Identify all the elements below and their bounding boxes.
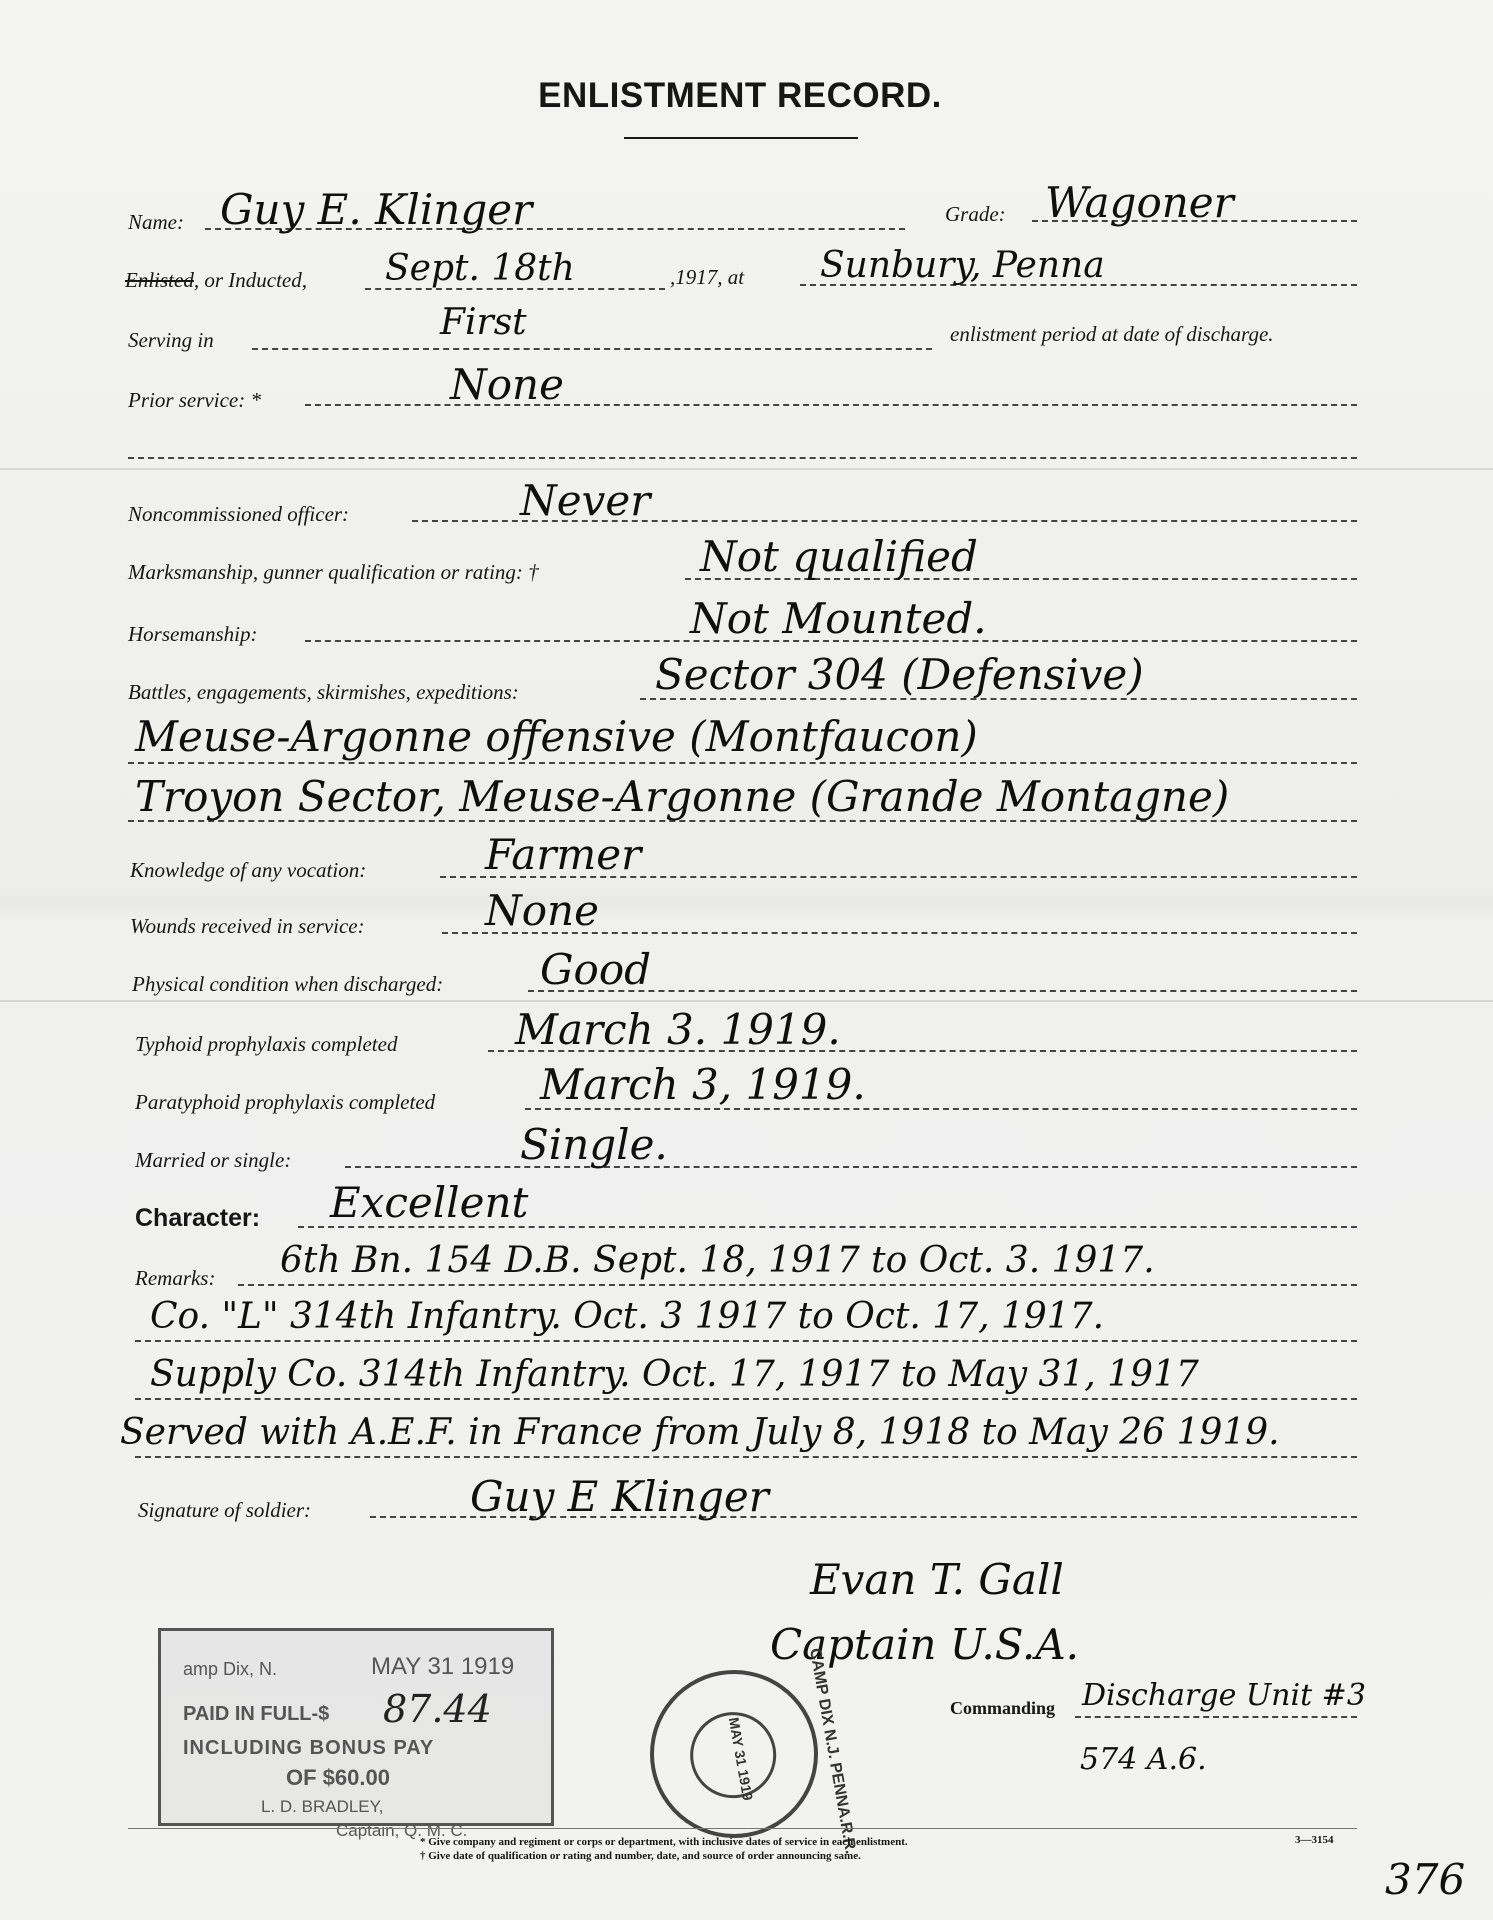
stamp-amount: 87.44	[383, 1687, 492, 1731]
enlisted-date: Sept. 18th	[385, 248, 575, 289]
serving-label: Serving in	[128, 328, 214, 352]
officer-code: 574 A.6.	[1080, 1742, 1207, 1777]
stamp-rank: Captain, Q. M. C.	[336, 1821, 468, 1840]
physical-line	[528, 990, 1357, 992]
physical-value: Good	[540, 945, 652, 994]
enlisted-year: ,1917, at	[670, 265, 745, 289]
prior-service-line-2	[128, 457, 1357, 459]
prior-service-label: Prior service: *	[128, 388, 261, 412]
typhoid-value: March 3. 1919.	[515, 1005, 841, 1054]
prior-service-value: None	[450, 360, 564, 409]
remarks-line-1-rule	[238, 1284, 1357, 1286]
signature-label: Signature of soldier:	[138, 1498, 312, 1522]
remarks-label: Remarks:	[135, 1266, 216, 1290]
officer-title: Captain U.S.A.	[770, 1620, 1080, 1669]
enlisted-struck-label: Enlisted	[125, 268, 194, 292]
horsemanship-value: Not Mounted.	[690, 594, 987, 643]
grade-value: Wagoner	[1045, 178, 1234, 227]
seal-ring-text: CAMP DIX N.J. PENNA.R.R.	[806, 1646, 859, 1856]
remarks-line-2-rule	[135, 1340, 1357, 1342]
document-title: ENLISTMENT RECORD.	[538, 76, 942, 115]
remarks-line-4: Served with A.E.F. in France from July 8, 1918 to May 26 1919.	[120, 1412, 1280, 1453]
commanding-line	[1075, 1716, 1357, 1718]
footnote-star: * Give company and regiment or corps or department, with inclusive dates of service in each enlistment.	[420, 1836, 908, 1848]
serving-suffix: enlistment period at date of discharge.	[950, 322, 1274, 346]
horsemanship-label: Horsemanship:	[128, 622, 258, 646]
officer-signature: Evan T. Gall	[810, 1555, 1064, 1604]
vocation-value: Farmer	[485, 830, 642, 879]
footer-rule	[128, 1828, 1357, 1829]
battles-line-2-rule	[128, 762, 1357, 764]
marksmanship-label: Marksmanship, gunner qualification or rating: †	[128, 560, 539, 584]
page-number: 376	[1385, 1855, 1466, 1904]
form-number: 3—3154	[1295, 1834, 1334, 1846]
serving-value: First	[440, 302, 527, 343]
marksmanship-value: Not qualified	[700, 532, 978, 581]
wounds-value: None	[485, 886, 599, 935]
fold-line	[0, 468, 1493, 470]
battles-line-2: Meuse-Argonne offensive (Montfaucon)	[135, 712, 978, 761]
battles-line-1: Sector 304 (Defensive)	[655, 650, 1144, 699]
remarks-line-2: Co. "L" 314th Infantry. Oct. 3 1917 to Oct. 17, 1917.	[150, 1296, 1105, 1337]
typhoid-label: Typhoid prophylaxis completed	[135, 1032, 398, 1056]
stamp-of: OF $60.00	[286, 1765, 390, 1790]
stamp-paid: PAID IN FULL-$	[183, 1703, 330, 1725]
enlisted-place: Sunbury, Penna	[820, 245, 1105, 286]
married-value: Single.	[520, 1120, 668, 1169]
serving-line	[252, 348, 932, 350]
character-label: Character:	[135, 1204, 261, 1232]
soldier-signature: Guy E Klinger	[470, 1472, 769, 1521]
stamp-bonus: INCLUDING BONUS PAY	[183, 1737, 435, 1759]
physical-label: Physical condition when discharged:	[132, 972, 444, 996]
nco-label: Noncommissioned officer:	[128, 502, 350, 526]
remarks-line-3: Supply Co. 314th Infantry. Oct. 17, 1917 to May 31, 1917	[150, 1354, 1199, 1395]
paratyphoid-value: March 3, 1919.	[540, 1060, 866, 1109]
fold-line	[0, 1000, 1493, 1002]
married-line	[345, 1166, 1357, 1168]
enlisted-rest-label: , or Inducted,	[193, 268, 307, 292]
name-label: Name:	[128, 210, 184, 234]
payment-stamp	[158, 1628, 554, 1840]
vocation-label: Knowledge of any vocation:	[130, 858, 367, 882]
commanding-label: Commanding	[950, 1698, 1056, 1718]
grade-label: Grade:	[945, 202, 1006, 226]
seal-center-date: MAY 31 1919	[725, 1716, 757, 1802]
stamp-location: amp Dix, N.	[183, 1659, 278, 1679]
stamp-name: L. D. BRADLEY,	[261, 1797, 384, 1816]
character-value: Excellent	[330, 1178, 529, 1227]
battles-line-3: Troyon Sector, Meuse-Argonne (Grande Montagne)	[135, 772, 1230, 821]
postmark-seal	[637, 1646, 859, 1856]
battles-label: Battles, engagements, skirmishes, expeditions:	[128, 680, 519, 704]
commanding-unit: Discharge Unit #3	[1082, 1678, 1366, 1713]
footnote-dagger: † Give date of qualification or rating and number, date, and source of order announcing same.	[420, 1850, 861, 1862]
remarks-line-3-rule	[135, 1398, 1357, 1400]
name-value: Guy E. Klinger	[220, 185, 533, 234]
wounds-label: Wounds received in service:	[130, 914, 365, 938]
nco-value: Never	[520, 476, 651, 525]
stamp-date: MAY 31 1919	[371, 1653, 515, 1680]
remarks-line-4-rule	[135, 1456, 1357, 1458]
enlisted-label	[125, 268, 307, 293]
paratyphoid-label: Paratyphoid prophylaxis completed	[135, 1090, 436, 1114]
married-label: Married or single:	[135, 1148, 292, 1172]
remarks-line-1: 6th Bn. 154 D.B. Sept. 18, 1917 to Oct. 3. 1917.	[280, 1240, 1155, 1281]
title-underline	[624, 137, 858, 139]
